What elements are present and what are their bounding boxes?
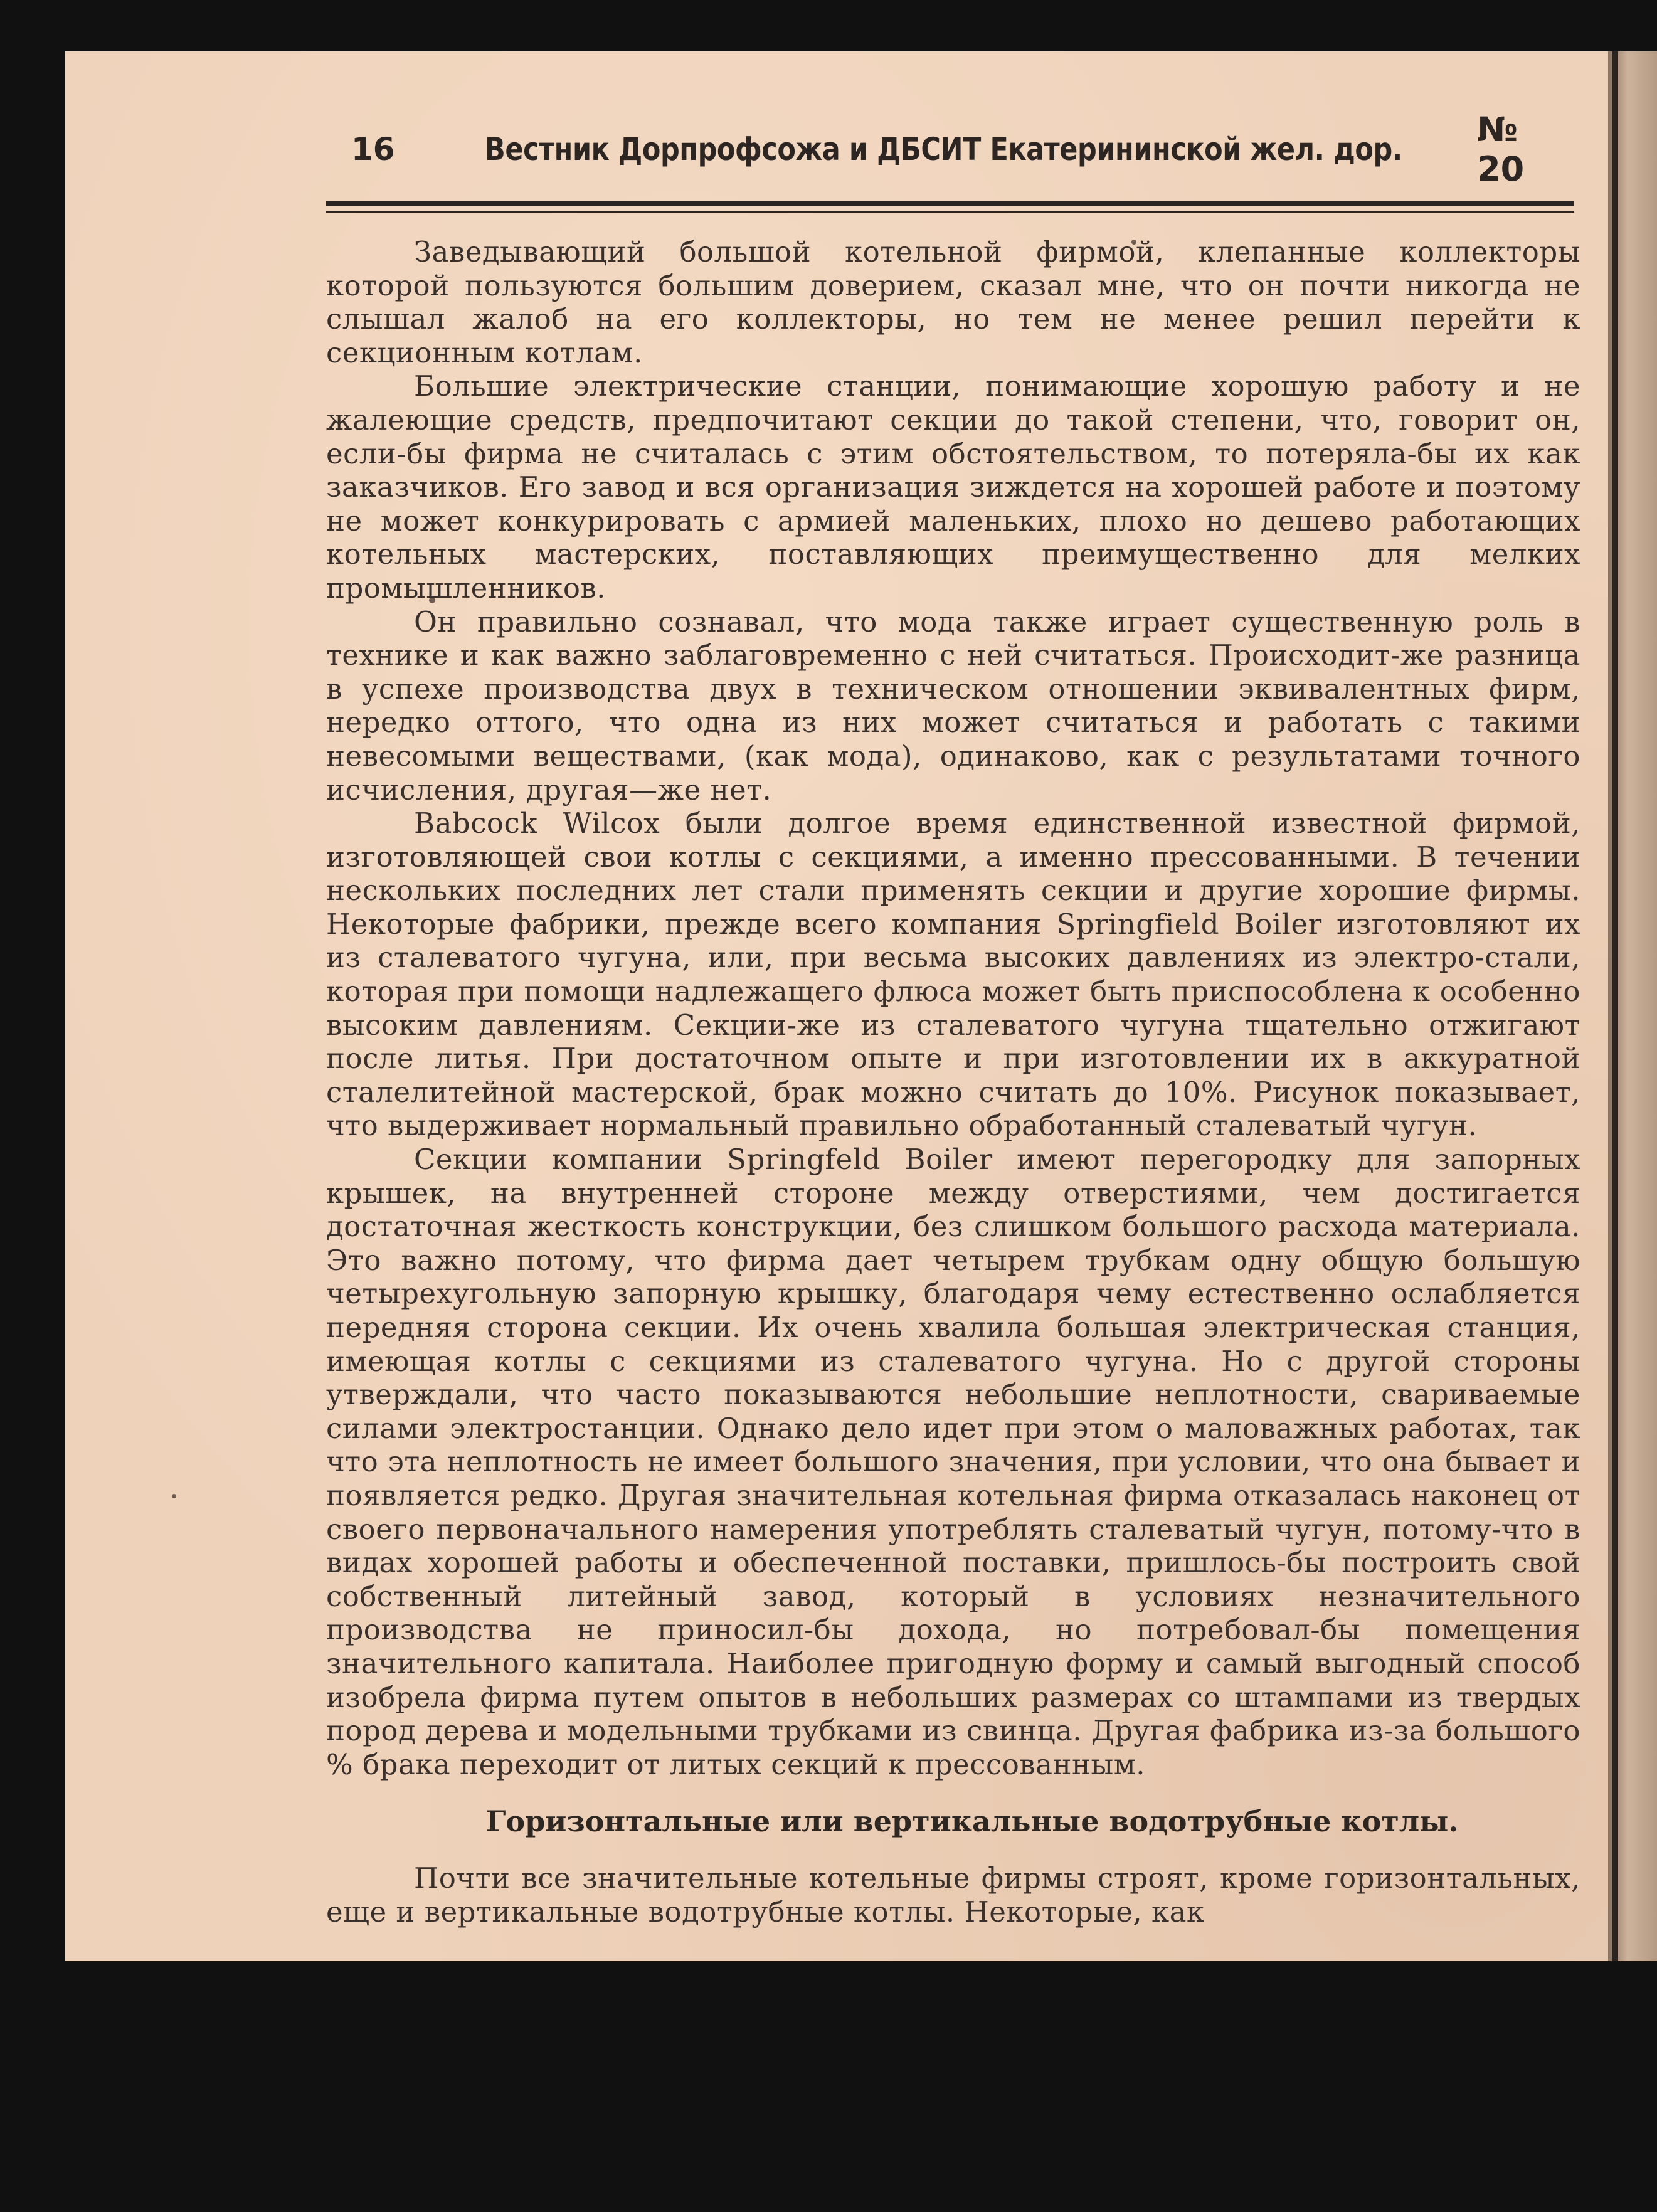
paragraph-5: Секции компании Springfeld Boiler имеют перегородку для запорных крышек, на внутренней стороне между отверстиями, чем достигается достаточная жесткость конструкции, без слишком большого расхода материала. Это важно потому, что фирма дает четырем трубкам одну общую большую четырехугольную запорную крышку, благодаря чему естественно ослабляется передняя сторона секции. Их очень хвалила большая электрическая станция, имеющая котлы с секциями из сталеватого чугуна. Но с другой стороны утверждали, что часто показываются небольшие неплотности, свариваемые силами электростанции. Однако дело идет при этом о маловажных работах, так что эта неплотность не имеет большого значения, при условии, что она бывает и появляется редко. Другая значительная котельная фирма отказалась наконец от своего первоначального намерения употреблять сталеватый чугун, потому-что в видах хорошей работы и обеспеченной поставки, пришлось-бы построить свой собственный литейный завод, который в условиях незначительного производства не приносил-бы дохода, но потребовал-бы помещения значительного капитала. Наиболее пригодную форму и самый выгодный способ изобрела фирма путем опытов в небольших размерах со штампами из твердых пород дерева и модельными трубками из свинца. Другая фабрика из-за большого % брака переходит от литых секций к прессованным. bbox=[326, 1143, 1580, 1781]
issue-number: № 20 bbox=[1477, 110, 1525, 189]
article-body bbox=[326, 235, 1580, 1929]
paragraph-4: Babcock Wilcox были долгое время единственной известной фирмой, изготовляющей свои котлы с секциями, а именно прессованными. В течении нескольких последних лет стали применять секции и другие хорошие фирмы. Некоторые фабрики, прежде всего компания Springfield Boiler изготовляют их из сталеватого чугуна, или, при весьма высоких давлениях из электро-стали, которая при помощи надлежащего флюса может быть приспособлена к особенно высоким давлениям. Секции-же из сталеватого чугуна тщательно отжигают после литья. При достаточном опыте и при изготовлении их в аккуратной сталелитейной мастерской, брак можно считать до 10%. Рисунок показывает, что выдерживает нормальный правильно обработанный сталеватый чугун. bbox=[326, 807, 1580, 1143]
running-header bbox=[263, 105, 1574, 199]
header-rule-thick bbox=[326, 201, 1574, 206]
journal-title: Вестник Дорпрофсожа и ДБСИТ Екатерининской жел. дор. bbox=[485, 131, 1403, 167]
paragraph-1: Заведывающий большой котельной фирмой, клепанные коллекторы которой пользуются большим доверием, сказал мне, что он почти никогда не слышал жалоб на его коллекторы, но тем не менее решил перейти к секционным котлам. bbox=[326, 235, 1580, 369]
paragraph-2: Большие электрические станции, понимающие хорошую работу и не жалеющие средств, предпочитают секции до такой степени, что, говорит он, если-бы фирма не считалась с этим обстоятельством, то потеряла-бы их как заказчиков. Его завод и вся организация зиждется на хорошей работе и поэтому не может конкурировать с армией маленьких, плохо но дешево работающих котельных мастерских, поставляющих преимущественно для мелких промышленников. bbox=[326, 369, 1580, 605]
paragraph-6: Почти все значительные котельные фирмы строят, кроме горизонтальных, еще и вертикальные водотрубные котлы. Некоторые, как bbox=[326, 1861, 1580, 1929]
paragraph-3: Он правильно сознавал, что мода также играет существенную роль в технике и как важно заблаговременно с ней считаться. Происходит-же разница в успехе производства двух в техническом отношении эквивалентных фирм, нередко оттого, что одна из них может считаться и работать с такими невесомыми веществами, (как мода), одинаково, как с результатами точного исчисления, другая—же нет. bbox=[326, 605, 1580, 807]
section-heading: Горизонтальные или вертикальные водотрубные котлы. bbox=[485, 1804, 1459, 1839]
page-number: 16 bbox=[351, 131, 395, 167]
header-rule-thin bbox=[326, 211, 1574, 213]
adjacent-page-edge bbox=[1608, 51, 1657, 1961]
paper-speck bbox=[172, 1494, 176, 1498]
